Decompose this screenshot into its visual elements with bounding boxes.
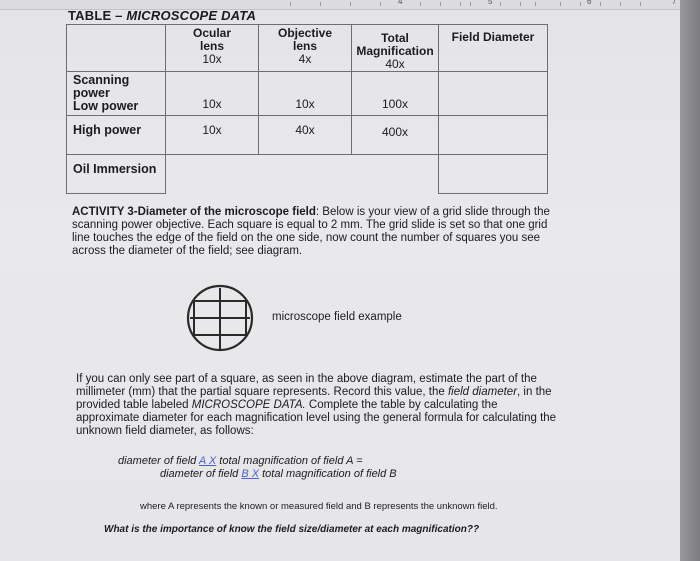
cell-total: 100x [352,72,439,116]
row-label-oil: Oil Immersion [67,155,166,194]
cell-ocular [166,155,259,194]
instructions-paragraph: If you can only see part of a square, as seen in the above diagram, estimate the part of the millimeter (mm) that the partial square represents. Record this value, the field diameter, in the provided table labeled MICROSCOPE DATA. Complete the table by calculating the approximate diameter for each magnification level using the general formula for calculating the unknown field diameter, as follows: [76,373,557,437]
cell-objective: 10x [259,72,352,116]
ruler-number: 6 [587,0,592,6]
table-corner-cell [67,25,166,72]
microscope-data-table [66,24,548,194]
formula-line-2: diameter of field B X total magnification of field B [160,468,397,480]
row-label-high: High power [67,116,166,155]
ruler-number: 5 [488,0,493,6]
table-row [67,116,548,155]
table-header-row [67,25,548,72]
header-total-magnification: Total Magnification 40x [352,25,439,72]
row-label-scanning-low: Scanning power Low power [67,72,166,116]
cell-field [439,116,548,155]
cell-total [352,155,439,194]
header-field-diameter: Field Diameter [439,25,548,72]
ruler-number: 4 [398,0,403,6]
header-ocular: Ocular lens 10x [166,25,259,72]
activity-paragraph: ACTIVITY 3-Diameter of the microscope field: Below is your view of a grid slide through the scanning power objective. Each square is equal to 2 mm. The grid slide is set so that one grid line touches the edge of the field on the one side, now count the number of squares you see across the diameter of the field; see diagram. [72,206,550,257]
cell-objective [259,155,352,194]
table-row [67,155,548,194]
header-objective: Objective lens 4x [259,25,352,72]
microscope-field-grid-icon [184,283,258,353]
ruler-number: 7 [672,0,677,6]
table-row [67,72,548,116]
table-title: TABLE – MICROSCOPE DATA [68,8,257,23]
cell-field [439,155,548,194]
cell-total: 400x [352,116,439,155]
question-text: What is the importance of know the field size/diameter at each magnification?? [104,524,480,535]
formula-line-1: diameter of field A X total magnification of field A = [118,455,363,467]
page-edge-shadow [680,0,700,561]
cell-objective: 40x [259,116,352,155]
cell-ocular: 10x [166,116,259,155]
diagram-caption: microscope field example [272,311,402,323]
cell-field [439,72,548,116]
cell-ocular: 10x [166,72,259,116]
formula-note: where A represents the known or measured field and B represents the unknown field. [140,501,498,512]
